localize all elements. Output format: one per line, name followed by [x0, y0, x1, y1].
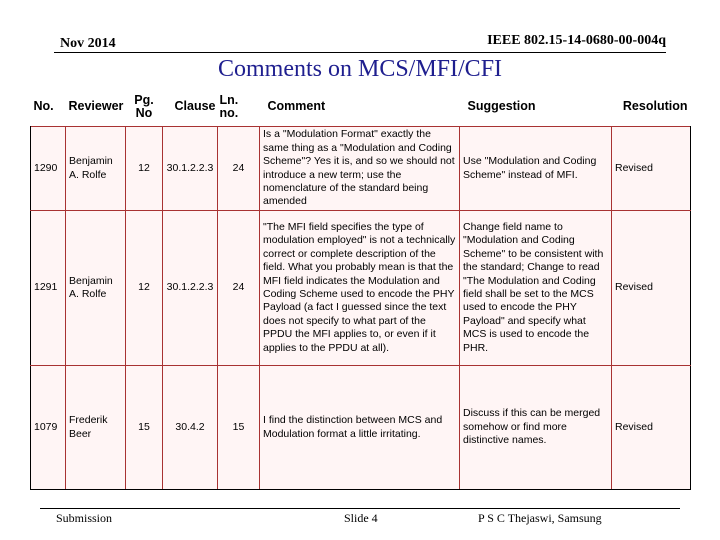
cell-ln-no: 15 — [218, 366, 260, 490]
cell-comment: "The MFI field specifies the type of modulation employed" is not a technically correct or complete description of the field. What you probably mean is that the MFI field indicates the Modulation and Coding Scheme used to encode the PHY Payload (a fact I guessed since the text does not specify to what part of the PPDU the MFI applies to, or even if it applies to the PPDU at all). — [260, 211, 460, 366]
col-header-resolution: Resolution — [622, 99, 688, 114]
cell-pg-no: 15 — [126, 366, 163, 490]
col-header-comment: Comment — [267, 99, 326, 114]
footer-slide-number: Slide 4 — [344, 511, 378, 525]
table-row — [31, 211, 691, 366]
slide-title: Comments on MCS/MFI/CFI — [217, 56, 503, 82]
cell-no: 1290 — [31, 127, 66, 211]
cell-pg-no: 12 — [126, 211, 163, 366]
cell-comment: Is a "Modulation Format" exactly the same thing as a "Modulation and Coding Scheme"? Yes it is, and so we should not introduce a new term; use the nomenclature of the standard being amended — [260, 127, 460, 211]
cell-pg-no: 12 — [126, 127, 163, 211]
col-header-ln-no: Ln. no. — [219, 92, 239, 120]
cell-resolution: Revised — [612, 211, 691, 366]
cell-clause: 30.1.2.2.3 — [163, 127, 218, 211]
header-date: Nov 2014 — [60, 36, 116, 51]
table-row — [31, 366, 691, 490]
cell-suggestion: Use "Modulation and Coding Scheme" instead of MFI. — [460, 127, 612, 211]
cell-no: 1079 — [31, 366, 66, 490]
cell-resolution: Revised — [612, 127, 691, 211]
col-header-suggestion: Suggestion — [467, 99, 536, 114]
header-doc-id: IEEE 802.15-14-0680-00-004q — [487, 33, 666, 48]
col-header-reviewer: Reviewer — [68, 99, 124, 114]
footer-rule — [40, 508, 680, 509]
cell-resolution: Revised — [612, 366, 691, 490]
cell-reviewer: Benjamin A. Rolfe — [66, 127, 126, 211]
col-header-no: No. — [33, 99, 54, 114]
cell-ln-no: 24 — [218, 127, 260, 211]
col-header-pg-no: Pg. No — [134, 92, 154, 120]
cell-no: 1291 — [31, 211, 66, 366]
cell-ln-no: 24 — [218, 211, 260, 366]
comments-table — [30, 88, 691, 490]
cell-reviewer: Benjamin A. Rolfe — [66, 211, 126, 366]
footer-author: P S C Thejaswi, Samsung — [478, 511, 602, 525]
cell-clause: 30.4.2 — [163, 366, 218, 490]
table-row — [31, 127, 691, 211]
cell-reviewer: Frederik Beer — [66, 366, 126, 490]
footer-submission: Submission — [56, 511, 113, 525]
cell-comment: I find the distinction between MCS and Modulation format a little irritating. — [260, 366, 460, 490]
col-header-clause: Clause — [174, 99, 216, 114]
cell-suggestion: Change field name to "Modulation and Coding Scheme" to be consistent with the standard; Change to read "The Modulation and Coding field shall be set to the MCS used to encode the PHY Payload" and specify what MCS is used to encode the PHR. — [460, 211, 612, 366]
cell-suggestion: Discuss if this can be merged somehow or find more distinctive names. — [460, 366, 612, 490]
header-rule — [54, 52, 666, 53]
table-header-row — [31, 88, 691, 127]
cell-clause: 30.1.2.2.3 — [163, 211, 218, 366]
